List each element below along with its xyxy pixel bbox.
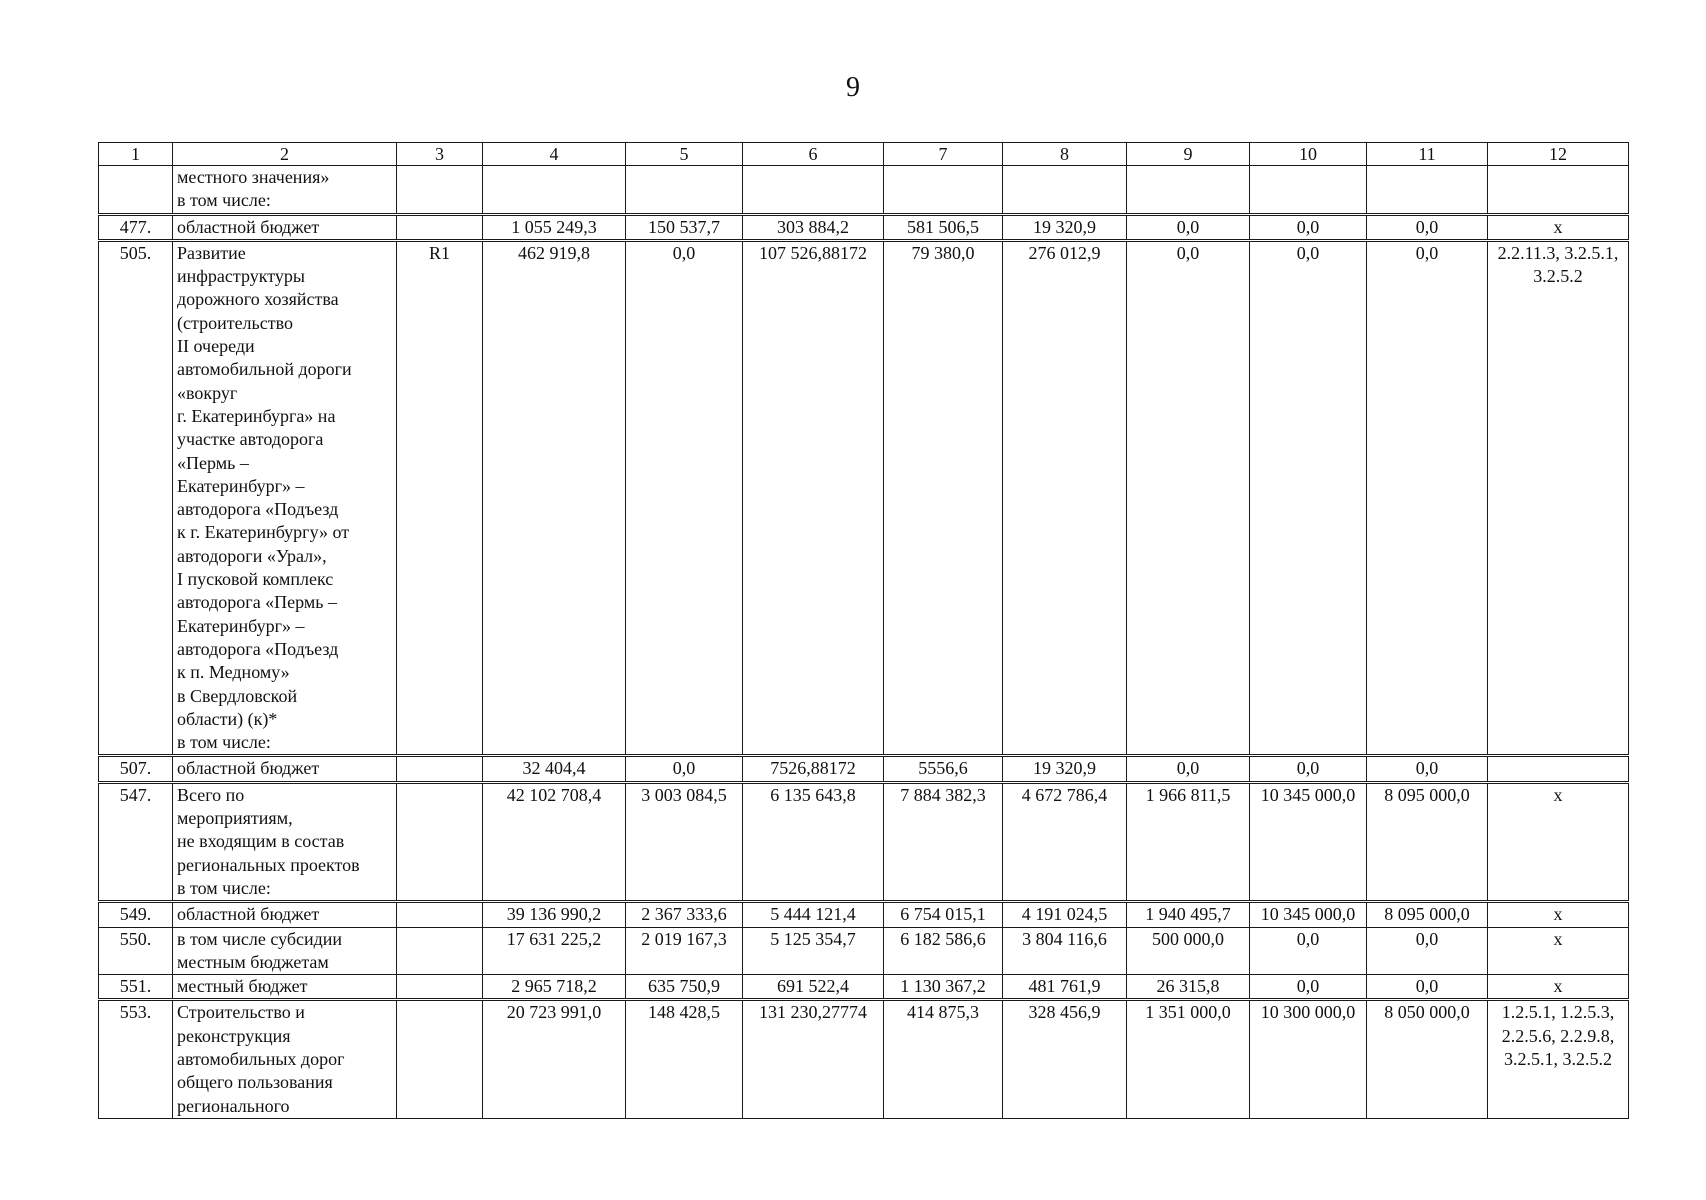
amount-cell: 19 320,9 <box>1003 756 1127 782</box>
amount-cell: 0,0 <box>1127 756 1250 782</box>
row-title-line: автодорога «Подъезд <box>177 499 339 520</box>
target-indicator-refs <box>1488 166 1629 215</box>
table-row <box>99 756 1629 782</box>
row-title-line: к г. Екатеринбургу» от <box>177 522 350 543</box>
row-title-line: в том числе: <box>177 732 271 753</box>
amount-cell <box>626 166 743 215</box>
target-indicator-refs <box>1488 214 1629 240</box>
amount-cell: 148 428,5 <box>626 1000 743 1118</box>
ref-line: х <box>1553 976 1563 997</box>
amount-cell: 0,0 <box>1250 240 1367 756</box>
row-title-line: в том числе: <box>177 190 271 211</box>
row-number: 549. <box>99 902 173 927</box>
row-title-line: Екатеринбург» – <box>177 475 305 496</box>
table-row <box>99 927 1629 975</box>
budget-table <box>98 142 1629 1119</box>
amount-cell: 1 130 367,2 <box>884 975 1003 1000</box>
row-title-line: дорожного хозяйства <box>177 289 339 310</box>
amount-cell: 462 919,8 <box>483 240 626 756</box>
amount-cell: 6 135 643,8 <box>743 782 884 901</box>
row-title-line: Всего по <box>177 784 245 805</box>
amount-cell: 79 380,0 <box>884 240 1003 756</box>
row-title-line: в том числе субсидии <box>177 928 343 949</box>
target-indicator-refs <box>1488 756 1629 782</box>
row-title-line: автомобильной дороги <box>177 359 352 380</box>
row-title-line: местный бюджет <box>177 976 308 997</box>
column-header: 8 <box>1003 143 1127 166</box>
ref-line: 3.2.5.1, 3.2.5.2 <box>1504 1048 1612 1069</box>
row-number: 507. <box>99 756 173 782</box>
row-title-line: общего пользования <box>177 1072 333 1093</box>
target-indicator-refs <box>1488 902 1629 927</box>
column-header: 2 <box>173 143 397 166</box>
amount-cell: 32 404,4 <box>483 756 626 782</box>
row-title-line: местным бюджетам <box>177 951 329 972</box>
amount-cell: 20 723 991,0 <box>483 1000 626 1118</box>
amount-cell: 131 230,27774 <box>743 1000 884 1118</box>
row-title-line: I пусковой комплекс <box>177 569 334 590</box>
amount-cell: 0,0 <box>1250 927 1367 975</box>
amount-cell: 6 182 586,6 <box>884 927 1003 975</box>
amount-cell: 2 965 718,2 <box>483 975 626 1000</box>
amount-cell <box>483 166 626 215</box>
target-indicator-refs <box>1488 975 1629 1000</box>
amount-cell: 107 526,88172 <box>743 240 884 756</box>
row-number <box>99 166 173 215</box>
amount-cell: 7 884 382,3 <box>884 782 1003 901</box>
amount-cell <box>743 166 884 215</box>
table-row <box>99 782 1629 901</box>
row-title <box>173 756 397 782</box>
amount-cell: 0,0 <box>1367 214 1488 240</box>
amount-cell: 414 875,3 <box>884 1000 1003 1118</box>
row-title-line: не входящим в состав <box>177 831 345 852</box>
ref-line: х <box>1553 784 1563 805</box>
amount-cell: 4 191 024,5 <box>1003 902 1127 927</box>
amount-cell: 1 055 249,3 <box>483 214 626 240</box>
row-code <box>397 756 483 782</box>
amount-cell: 0,0 <box>1367 240 1488 756</box>
target-indicator-refs <box>1488 927 1629 975</box>
row-number: 477. <box>99 214 173 240</box>
row-title-line: мероприятиям, <box>177 808 293 829</box>
amount-cell <box>1250 166 1367 215</box>
table-row <box>99 1000 1629 1118</box>
amount-cell: 2 367 333,6 <box>626 902 743 927</box>
row-code <box>397 1000 483 1118</box>
amount-cell: 0,0 <box>1250 214 1367 240</box>
ref-line: 3.2.5.2 <box>1533 266 1583 287</box>
amount-cell: 276 012,9 <box>1003 240 1127 756</box>
table-row <box>99 240 1629 756</box>
amount-cell <box>1127 166 1250 215</box>
amount-cell <box>884 166 1003 215</box>
row-code <box>397 214 483 240</box>
amount-cell: 0,0 <box>1367 756 1488 782</box>
column-header: 4 <box>483 143 626 166</box>
amount-cell: 481 761,9 <box>1003 975 1127 1000</box>
row-title-line: Строительство и <box>177 1002 305 1023</box>
column-header: 1 <box>99 143 173 166</box>
row-title-line: реконструкция <box>177 1025 291 1046</box>
row-number: 505. <box>99 240 173 756</box>
row-title-line: областной бюджет <box>177 904 320 925</box>
amount-cell: 19 320,9 <box>1003 214 1127 240</box>
row-title-line: автодорога «Подъезд <box>177 638 339 659</box>
row-code <box>397 975 483 1000</box>
row-number: 551. <box>99 975 173 1000</box>
amount-cell: 2 019 167,3 <box>626 927 743 975</box>
table-row <box>99 214 1629 240</box>
amount-cell: 8 050 000,0 <box>1367 1000 1488 1118</box>
column-header: 3 <box>397 143 483 166</box>
amount-cell: 150 537,7 <box>626 214 743 240</box>
row-title-line: к п. Медному» <box>177 662 290 683</box>
row-title <box>173 975 397 1000</box>
amount-cell: 26 315,8 <box>1127 975 1250 1000</box>
table-row <box>99 902 1629 927</box>
target-indicator-refs <box>1488 240 1629 756</box>
row-title <box>173 927 397 975</box>
row-title-line: (строительство <box>177 312 293 333</box>
row-title <box>173 214 397 240</box>
amount-cell: 0,0 <box>1250 975 1367 1000</box>
column-header: 9 <box>1127 143 1250 166</box>
row-title-line: «вокруг <box>177 382 238 403</box>
column-header: 11 <box>1367 143 1488 166</box>
amount-cell: 1 940 495,7 <box>1127 902 1250 927</box>
row-number: 547. <box>99 782 173 901</box>
amount-cell: 42 102 708,4 <box>483 782 626 901</box>
row-title-line: «Пермь – <box>177 452 249 473</box>
row-code <box>397 166 483 215</box>
ref-line: 2.2.5.6, 2.2.9.8, <box>1501 1025 1615 1046</box>
target-indicator-refs <box>1488 782 1629 901</box>
target-indicator-refs <box>1488 1000 1629 1118</box>
amount-cell: 5556,6 <box>884 756 1003 782</box>
column-header: 5 <box>626 143 743 166</box>
amount-cell: 5 125 354,7 <box>743 927 884 975</box>
row-title <box>173 902 397 927</box>
column-header: 7 <box>884 143 1003 166</box>
row-title-line: автодороги «Урал», <box>177 545 327 566</box>
table-row <box>99 975 1629 1000</box>
amount-cell: 635 750,9 <box>626 975 743 1000</box>
amount-cell: 0,0 <box>1367 927 1488 975</box>
amount-cell: 0,0 <box>1367 975 1488 1000</box>
column-number-row <box>99 143 1629 166</box>
row-title-line: автомобильных дорог <box>177 1048 345 1069</box>
amount-cell: 7526,88172 <box>743 756 884 782</box>
amount-cell: 0,0 <box>626 240 743 756</box>
column-header: 6 <box>743 143 884 166</box>
amount-cell: 0,0 <box>1250 756 1367 782</box>
amount-cell: 303 884,2 <box>743 214 884 240</box>
amount-cell: 1 351 000,0 <box>1127 1000 1250 1118</box>
row-title-line: местного значения» <box>177 167 330 187</box>
row-number: 553. <box>99 1000 173 1118</box>
row-title-line: областной бюджет <box>177 758 320 779</box>
column-header: 12 <box>1488 143 1629 166</box>
row-title-line: регионального <box>177 1095 290 1116</box>
amount-cell: 500 000,0 <box>1127 927 1250 975</box>
column-header: 10 <box>1250 143 1367 166</box>
row-title-line: II очереди <box>177 336 255 357</box>
amount-cell: 691 522,4 <box>743 975 884 1000</box>
amount-cell: 10 345 000,0 <box>1250 782 1367 901</box>
row-code <box>397 927 483 975</box>
row-title-line: областной бюджет <box>177 216 320 237</box>
amount-cell <box>1003 166 1127 215</box>
row-title-line: Развитие <box>177 242 246 263</box>
row-title-line: в том числе: <box>177 877 271 898</box>
ref-line: 1.2.5.1, 1.2.5.3, <box>1501 1002 1615 1023</box>
ref-line: х <box>1553 904 1563 925</box>
row-code: R1 <box>397 240 483 756</box>
amount-cell: 5 444 121,4 <box>743 902 884 927</box>
row-code <box>397 902 483 927</box>
amount-cell: 0,0 <box>1127 214 1250 240</box>
table-row <box>99 166 1629 215</box>
row-title <box>173 166 397 215</box>
ref-line: х <box>1553 928 1563 949</box>
amount-cell: 6 754 015,1 <box>884 902 1003 927</box>
amount-cell: 3 804 116,6 <box>1003 927 1127 975</box>
row-code <box>397 782 483 901</box>
amount-cell: 39 136 990,2 <box>483 902 626 927</box>
amount-cell <box>1367 166 1488 215</box>
amount-cell: 17 631 225,2 <box>483 927 626 975</box>
row-number: 550. <box>99 927 173 975</box>
row-title-line: г. Екатеринбурга» на <box>177 405 336 426</box>
page-number: 9 <box>846 72 860 103</box>
row-title <box>173 240 397 756</box>
ref-line: х <box>1553 216 1563 237</box>
amount-cell: 328 456,9 <box>1003 1000 1127 1118</box>
amount-cell: 1 966 811,5 <box>1127 782 1250 901</box>
row-title-line: Екатеринбург» – <box>177 615 305 636</box>
row-title-line: области) (к)* <box>177 708 278 729</box>
amount-cell: 0,0 <box>626 756 743 782</box>
amount-cell: 8 095 000,0 <box>1367 902 1488 927</box>
amount-cell: 10 300 000,0 <box>1250 1000 1367 1118</box>
amount-cell: 3 003 084,5 <box>626 782 743 901</box>
row-title-line: в Свердловской <box>177 685 298 706</box>
amount-cell: 8 095 000,0 <box>1367 782 1488 901</box>
row-title-line: участке автодорога <box>177 429 324 450</box>
amount-cell: 10 345 000,0 <box>1250 902 1367 927</box>
amount-cell: 4 672 786,4 <box>1003 782 1127 901</box>
row-title-line: автодорога «Пермь – <box>177 592 337 613</box>
ref-line: 2.2.11.3, 3.2.5.1, <box>1497 242 1619 263</box>
row-title <box>173 782 397 901</box>
amount-cell: 581 506,5 <box>884 214 1003 240</box>
row-title-line: региональных проектов <box>177 854 360 875</box>
row-title-line: инфраструктуры <box>177 266 305 287</box>
row-title <box>173 1000 397 1118</box>
amount-cell: 0,0 <box>1127 240 1250 756</box>
